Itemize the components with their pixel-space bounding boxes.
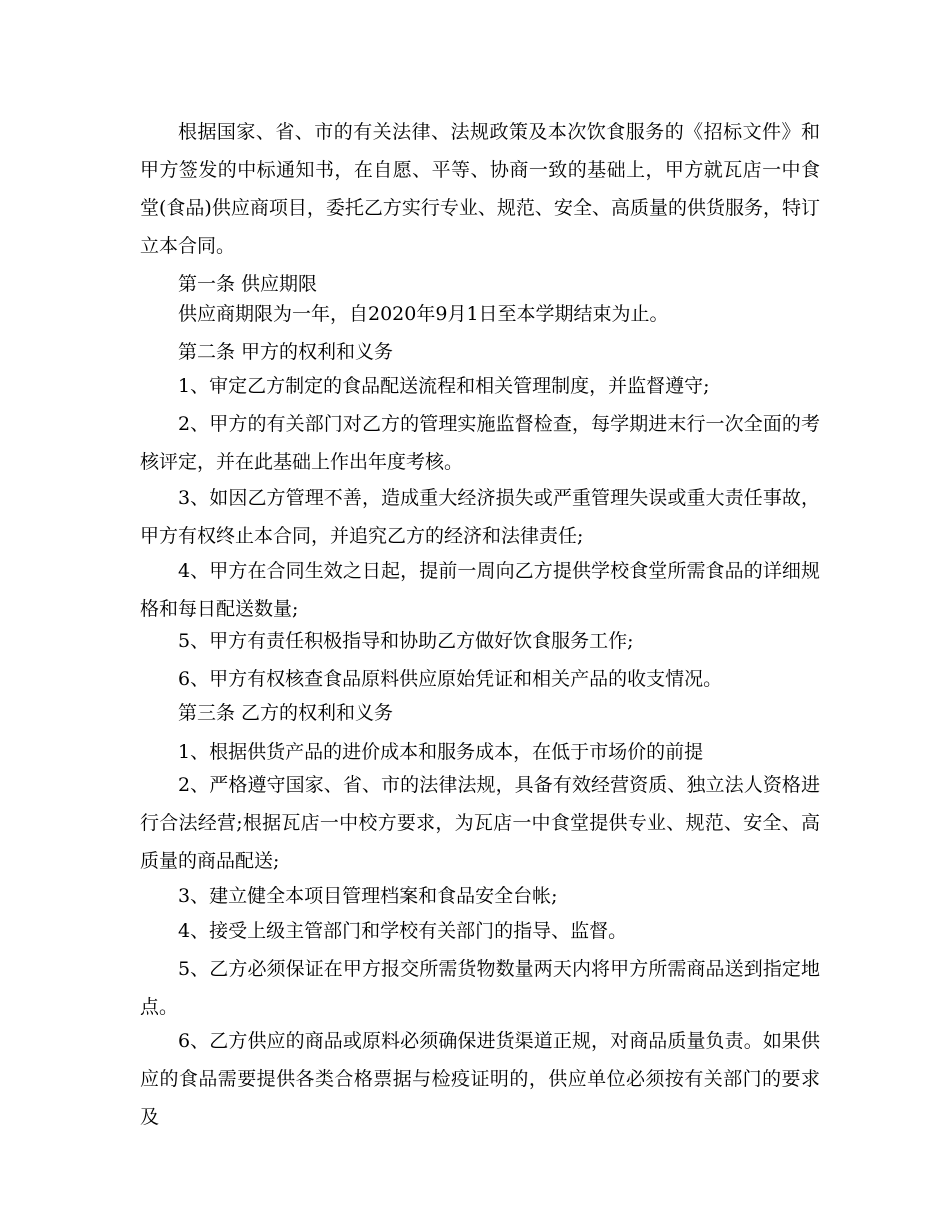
intro-paragraph: 根据国家、省、市的有关法律、法规政策及本次饮食服务的《招标文件》和甲方签发的中标通知书，在自愿、平等、协商一致的基础上，甲方就瓦店一中食堂(食品)供应商项目，委托乙方实行专业、规范、安全、高质量的供货服务，特订立本合同。 [140,121,820,257]
article-2-item-3: 3、如因乙方管理不善，造成重大经济损失或严重管理失误或重大责任事故，甲方有权终止本合同，并追究乙方的经济和法律责任; [140,487,820,547]
article-3-item-2: 2、严格遵守国家、省、市的法律法规，具备有效经营资质、独立法人资格进行合法经营;根据瓦店一中校方要求，为瓦店一中食堂提供专业、规范、安全、高质量的商品配送; [140,774,820,872]
article-2-item-2: 2、甲方的有关部门对乙方的管理实施监督检查，每学期进末行一次全面的考核评定，并在此基础上作出年度考核。 [140,413,820,473]
article-3-item-5: 5、乙方必须保证在甲方报交所需货物数量两天内将甲方所需商品送到指定地点。 [140,958,820,1018]
article-3-item-3: 3、建立健全本项目管理档案和食品安全台帐; [178,885,558,907]
article-3-heading: 第三条 乙方的权利和义务 [178,702,394,724]
article-1-text: 供应商期限为一年，自2020年9月1日至本学期结束为止。 [178,303,669,325]
article-2-item-1: 1、审定乙方制定的食品配送流程和相关管理制度，并监督遵守; [178,375,710,397]
article-2-item-6: 6、甲方有权核查食品原料供应原始凭证和相关产品的收支情况。 [178,668,723,690]
article-2-item-4: 4、甲方在合同生效之日起，提前一周向乙方提供学校食堂所需食品的详细规格和每日配送数量; [140,560,820,620]
article-1-heading: 第一条 供应期限 [178,273,318,295]
article-3-item-4: 4、接受上级主管部门和学校有关部门的指导、监督。 [178,920,628,942]
article-3-item-6: 6、乙方供应的商品或原料必须确保进货渠道正规，对商品质量负责。如果供应的食品需要提供各类合格票据与检疫证明的，供应单位必须按有关部门的要求及 [140,1030,820,1128]
article-2-item-5: 5、甲方有责任积极指导和协助乙方做好饮食服务工作; [178,630,634,652]
article-2-heading: 第二条 甲方的权利和义务 [178,341,394,363]
article-3-item-1: 1、根据供货产品的进价成本和服务成本，在低于市场价的前提 [178,741,704,763]
